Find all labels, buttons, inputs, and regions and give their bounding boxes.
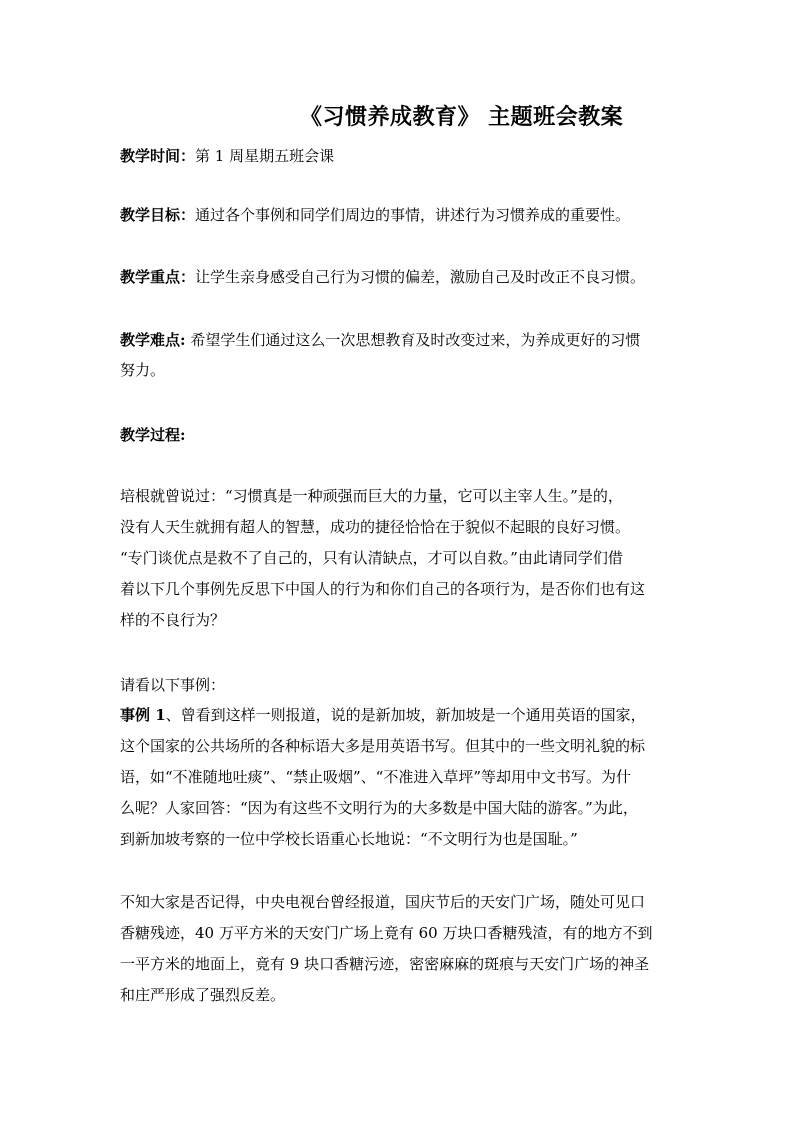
paragraph-line: 香糖残迹，40 万平方米的天安门广场上竟有 60 万块口香糖残渣，有的地方不到 <box>120 924 653 942</box>
paragraph-line: 这个国家的公共场所的各种标语大多是用英语书写。但其中的一些文明礼貌的标 <box>120 737 646 755</box>
teaching-focus <box>120 262 680 292</box>
paragraph-line: 和庄严形成了强烈反差。 <box>120 986 286 1004</box>
paragraph-line: 培根就曾说过：“习惯真是一种顽强而巨大的力量，它可以主宰人生。”是的， <box>120 487 623 505</box>
paragraph-line: 到新加坡考察的一位中学校长语重心长地说：“不文明行为也是国耻。” <box>120 830 578 848</box>
paragraph-tiananmen <box>120 887 680 1011</box>
paragraph-line: 着以下几个事例先反思下中国人的行为和你们自己的各项行为，是否你们也有这 <box>120 580 646 598</box>
teaching-difficulty-cont <box>120 355 680 385</box>
teaching-difficulty-value-line1: 希望学生们通过这么一次思想教育及时改变过来，为养成更好的习惯 <box>185 331 641 349</box>
teaching-process <box>120 420 680 450</box>
paragraph-line: 样的不良行为？ <box>120 611 226 629</box>
examples-intro: 请看以下事例： <box>120 676 226 694</box>
paragraph-line: 语，如“不准随地吐痰”、“禁止吸烟”、“不准进入草坪”等却用中文书写。为什 <box>120 768 632 786</box>
paragraph-bacon <box>120 481 680 636</box>
teaching-focus-label: 教学重点： <box>120 268 196 286</box>
document-title: 《习惯养成教育》 主题班会教案 <box>300 104 624 130</box>
teaching-difficulty-label: 教学难点: <box>120 331 186 349</box>
example-1-text: 、曾看到这样一则报道，说的是新加坡，新加坡是一个通用英语的国家， <box>165 706 646 724</box>
example-1-label: 事例 1 <box>120 706 166 724</box>
paragraph-line: “专门谈优点是救不了自己的，只有认清缺点，才可以自救。”由此请同学们借 <box>120 549 623 567</box>
teaching-time-label: 教学时间： <box>120 147 196 165</box>
teaching-time <box>120 141 680 171</box>
paragraph-line: 一平方米的地面上，竟有 9 块口香糖污迹，密密麻麻的斑痕与天安门广场的神圣 <box>120 955 650 973</box>
teaching-process-label: 教学过程: <box>120 426 186 444</box>
teaching-time-value: 第 1 周星期五班会课 <box>195 147 335 165</box>
paragraph-line: 没有人天生就拥有超人的智慧，成功的捷径恰恰在于貌似不起眼的良好习惯。 <box>120 518 631 536</box>
teaching-goal-label: 教学目标： <box>120 206 196 224</box>
example-1-first-line <box>120 700 680 731</box>
paragraph-line: 么呢？人家回答：“因为有这些不文明行为的大多数是中国大陆的游客。”为此， <box>120 799 638 817</box>
teaching-difficulty-value-line2: 努力。 <box>120 361 166 379</box>
teaching-goal-value: 通过各个事例和同学们周边的事情，讲述行为习惯养成的重要性。 <box>195 206 631 224</box>
teaching-goal <box>120 200 680 230</box>
teaching-focus-value: 让学生亲身感受自己行为习惯的偏差，激励自己及时改正不良习惯。 <box>195 268 646 286</box>
example-1 <box>120 700 680 855</box>
teaching-difficulty <box>120 325 680 355</box>
paragraph-line: 不知大家是否记得，中央电视台曾经报道，国庆节后的天安门广场，随处可见口 <box>120 893 646 911</box>
